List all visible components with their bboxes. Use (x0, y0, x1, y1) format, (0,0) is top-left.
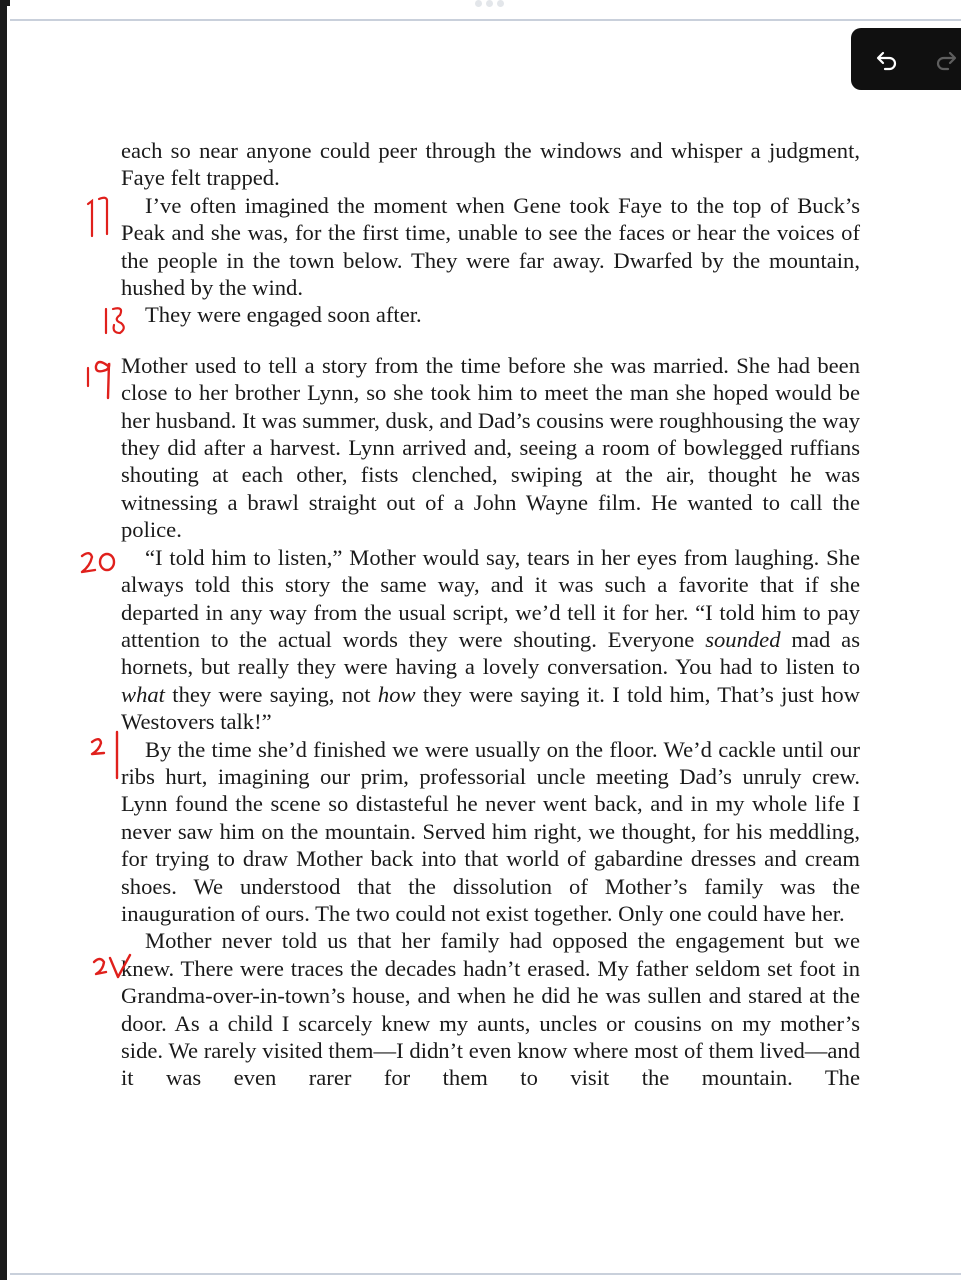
handle-dot-icon (486, 0, 493, 7)
paragraph (121, 544, 860, 736)
paragraph: By the time she’d finished we were usually on the floor. We’d cackle until our ribs hurt, imagining our prim, professorial uncle meeting Dad’s unruly crew. Lynn found the scene so distasteful he never went back, and in my whole life I never saw him on the mountain. Served him right, we thought, for his meddling, for trying to draw Mother back into that world of gabardine dresses and cream shoes. We understood that the dissolution of Mother’s family was the inauguration of ours. The two could not exist together. Only one could have her. (121, 736, 860, 926)
drag-handle[interactable] (475, 0, 504, 7)
handwritten-note-21 (86, 728, 124, 784)
undo-button[interactable] (869, 42, 905, 78)
handwritten-note-20 (78, 548, 122, 578)
redo-button[interactable] (928, 42, 961, 78)
text-run: mad as hornets, but really they were having a lovely conversation. You had to listen to (121, 626, 860, 680)
italic-word: how (377, 681, 416, 707)
italic-word: what (121, 681, 165, 707)
undo-arrow-icon (874, 47, 900, 73)
text-run: they were saying, not (164, 681, 378, 707)
redo-arrow-icon (933, 47, 959, 73)
italic-word: sounded (705, 626, 781, 652)
paragraph: They were engaged soon after. (145, 302, 422, 328)
handle-dot-icon (475, 0, 482, 7)
text-run: they were saying it. I told him, That’s just how Westovers talk!” (121, 681, 860, 735)
paragraph: I’ve often imagined the moment when Gene took Faye to the top of Buck’s Peak and she was, for the first time, unable to see the faces or hear the voices of the people in the town below. They were far away. Dwarfed by the mountain, hushed by the wind. (121, 192, 860, 301)
left-edge-strip (0, 0, 7, 1280)
book-page-text (121, 137, 860, 1092)
annotation-toolbar (851, 28, 961, 90)
left-edge-notch (7, 0, 10, 6)
handwritten-note-19 (84, 352, 118, 402)
handwritten-note-17 (84, 192, 114, 240)
page-top-border (10, 19, 961, 21)
handle-dot-icon (497, 0, 504, 7)
text-run: “I told him to listen,” Mother would say, tears in her eyes from laughing. She always told this story the same way, and it was such a favorite that if she departed in any way from the usual script, we’d tell it for her. “I told him to pay attention to the actual words they were shouting. Everyone (121, 544, 860, 652)
paragraph: Mother used to tell a story from the time before she was married. She had been close to her brother Lynn, so she took him to meet the man she hoped would be her husband. It was summer, dusk, and Dad’s cousins were roughhousing the way they did after a harvest. Lynn arrived and, seeing a room of bowlegged ruffians shouting at each other, fists clenched, swiping at the air, thought he was witnessing a brawl straight out of a John Wayne film. He wanted to call the police. (121, 352, 860, 543)
paragraph: Mother never told us that her family had opposed the engagement but we knew. There were traces the decades hadn’t erased. My father seldom set foot in Grandma-over-in-town’s house, and when he did he was sullen and stared at the door. As a child I scarcely knew my aunts, uncles or cousins on my mother’s side. We rarely visited them—I didn’t even know where most of them lived—and it was even rarer for them to visit the mountain. The (121, 928, 860, 1091)
handwritten-note-18 (100, 304, 132, 336)
page-bottom-border (10, 1273, 961, 1275)
handwritten-note-22 (90, 952, 138, 984)
paragraph: each so near anyone could peer through the windows and whisper a judgment, Faye felt trapped. (121, 138, 860, 191)
